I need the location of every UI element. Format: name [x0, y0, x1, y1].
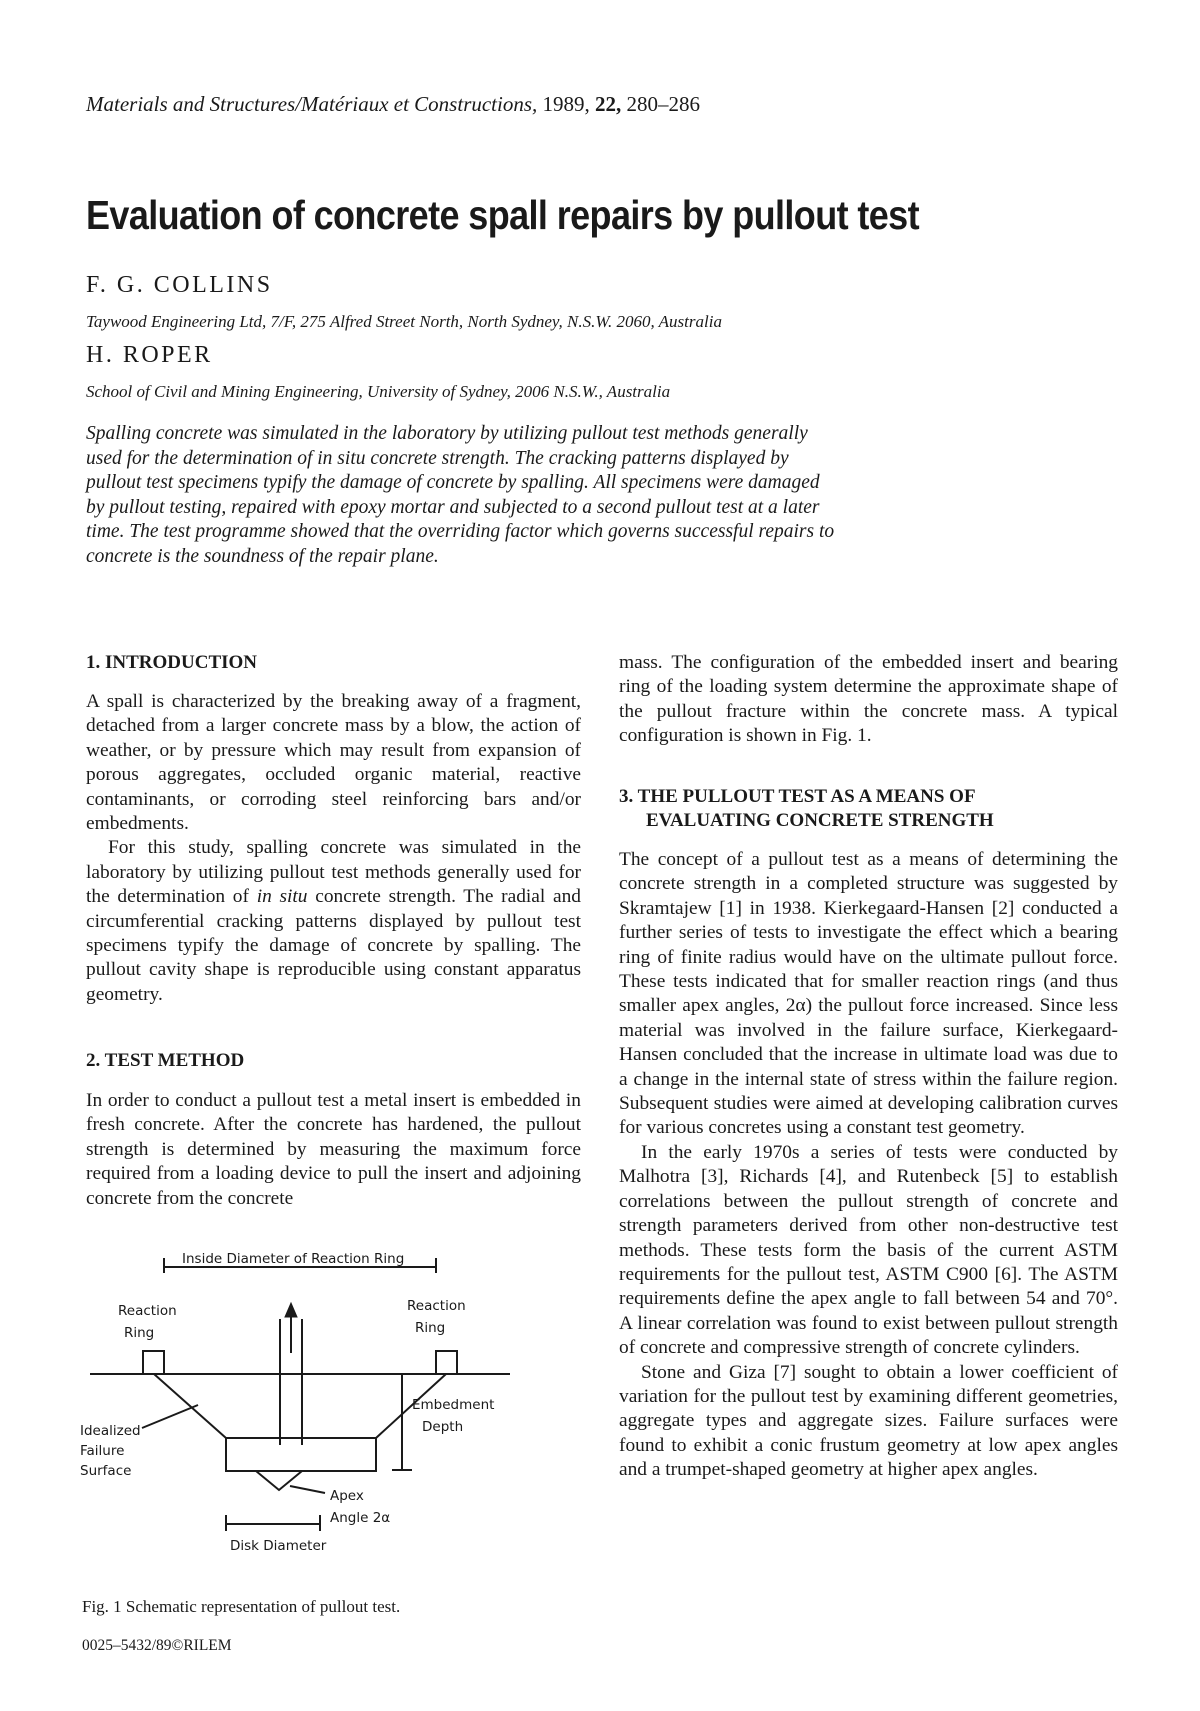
- journal-name: Materials and Structures/Matériaux et Constructions,: [86, 92, 538, 116]
- label-reaction-right: Reaction: [407, 1298, 466, 1314]
- pullout-test-diagram: [80, 1245, 580, 1590]
- author-affiliation-2: School of Civil and Mining Engineering, University of Sydney, 2006 N.S.W., Australia: [86, 382, 671, 401]
- reaction-ring-right: [436, 1351, 457, 1374]
- failure-surface-leader: [142, 1405, 198, 1428]
- journal-citation: [86, 92, 700, 117]
- reaction-ring-left: [143, 1351, 164, 1374]
- section-heading-pullout-1: 3. THE PULLOUT TEST AS A MEANS OF: [619, 786, 976, 807]
- abstract-line: concrete is the soundness of the repair plane.: [86, 545, 439, 567]
- label-apex: Apex: [330, 1488, 364, 1504]
- abstract-line: used for the determination of in situ concrete strength. The cracking patterns displayed by: [86, 447, 789, 469]
- abstract-line: by pullout testing, repaired with epoxy mortar and subjected to a second pullout test at a later: [86, 496, 820, 518]
- section-heading-pullout-2: EVALUATING CONCRETE STRENGTH: [646, 810, 994, 831]
- label-failure: Failure: [80, 1443, 125, 1459]
- load-arrow-head: [285, 1303, 297, 1317]
- label-idealized: Idealized: [80, 1423, 141, 1439]
- label-inside-diameter: Inside Diameter of Reaction Ring: [182, 1251, 405, 1267]
- paragraph: In the early 1970s a series of tests were conducted by Malhotra [3], Richards [4], and Rutenbeck [5] to establish correlations between the pullout strength of concrete and strength parameters derived from other non-destructive test methods. These tests form the basis of the current ASTM requirements for the pullout test, ASTM C900 [6]. The ASTM requirements define the apex angle to fall between 54 and 70°. A linear correlation was found to exist between pullout strength of concrete and compressive strength of concrete cylinders.: [619, 1141, 1118, 1359]
- figure-caption: Fig. 1 Schematic representation of pullout test.: [82, 1597, 401, 1616]
- section-heading-introduction: 1. INTRODUCTION: [86, 652, 258, 673]
- author-name-1: F. G. COLLINS: [86, 272, 273, 298]
- abstract-line: time. The test programme showed that the overriding factor which governs successful repairs to: [86, 521, 835, 543]
- abstract: [86, 422, 906, 570]
- label-embedment: Embedment: [412, 1397, 495, 1413]
- section-heading-test-method: 2. TEST METHOD: [86, 1050, 245, 1071]
- apex-leader: [290, 1486, 325, 1493]
- label-disk-diameter: Disk Diameter: [230, 1538, 327, 1554]
- paper-title: Evaluation of concrete spall repairs by pullout test: [86, 192, 919, 238]
- abstract-line: Spalling concrete was simulated in the laboratory by utilizing pullout test methods generally: [86, 423, 808, 444]
- paragraph: In order to conduct a pullout test a metal insert is embedded in fresh concrete. After the concrete has hardened, the pullout strength is determined by measuring the maximum force required from a loading device to pull the insert and adjoining concrete from the concrete: [86, 1090, 581, 1209]
- journal-pages: 280–286: [626, 92, 701, 116]
- journal-volume: 22,: [595, 92, 622, 116]
- paragraph: For this study, spalling concrete was simulated in the laboratory by utilizing pullout test methods generally used for the determination of in situ concrete strength. The radial and circumferential cracking patterns displayed by pullout test specimens typify the damage of concrete by spalling. The pullout cavity shape is reproducible using constant apparatus geometry.: [86, 837, 582, 1005]
- test-method-body: [86, 1089, 581, 1211]
- label-apex-angle: Angle 2α: [330, 1510, 391, 1526]
- paragraph: Stone and Giza [7] sought to obtain a lower coefficient of variation for the pullout test by examining different geometries, aggregate types and aggregate sizes. Failure surfaces were found to exhibit a conic frustum geometry at low apex angles and a trumpet-shaped geometry at higher apex angles.: [619, 1361, 1118, 1481]
- paragraph: The concept of a pullout test as a means of determining the concrete strength in a completed structure was suggested by Skramtajew [1] in 1938. Kierkegaard-Hansen [2] conducted a further series of tests to investigate the effect which a bearing ring of finite radius would have on the ultimate pullout force. These tests indicated that for smaller reaction rings (and thus smaller apex angles, 2α) the pullout force increased. Since less material was involved in the failure surface, Kierkegaard-Hansen concluded that the increase in ultimate load was due to a change in the internal state of stress within the failure region. Subsequent studies were aimed at developing calibration curves for various concretes using a constant test geometry.: [619, 849, 1118, 1139]
- introduction-body: [86, 690, 581, 1007]
- pullout-section-body: [619, 848, 1118, 1483]
- failure-surface-left: [154, 1374, 226, 1438]
- label-surface: Surface: [80, 1463, 132, 1479]
- continuation-paragraph: [619, 651, 1118, 749]
- journal-year: 1989,: [542, 92, 590, 116]
- label-reaction-left: Reaction: [118, 1303, 177, 1319]
- paragraph: mass. The configuration of the embedded insert and bearing ring of the loading system determine the approximate shape of the pullout fracture within the concrete mass. A typical configuration is shown in Fig. 1.: [619, 652, 1118, 747]
- abstract-line: pullout test specimens typify the damage of concrete by spalling. All specimens were damaged: [86, 472, 820, 494]
- label-depth: Depth: [422, 1419, 464, 1435]
- paragraph: A spall is characterized by the breaking away of a fragment, detached from a larger concrete mass by a blow, the action of weather, or by pressure which may result from expansion of porous aggregates, occluded organic material, reactive contaminants, or corroding steel reinforcing bars and/or embedments.: [86, 691, 581, 835]
- copyright-footer: 0025–5432/89©RILEM: [82, 1637, 232, 1654]
- label-ring-right: Ring: [415, 1320, 446, 1336]
- author-name-2: H. ROPER: [86, 342, 213, 368]
- label-ring-left: Ring: [124, 1325, 155, 1341]
- author-affiliation-1: Taywood Engineering Ltd, 7/F, 275 Alfred Street North, North Sydney, N.S.W. 2060, Australia: [86, 312, 722, 331]
